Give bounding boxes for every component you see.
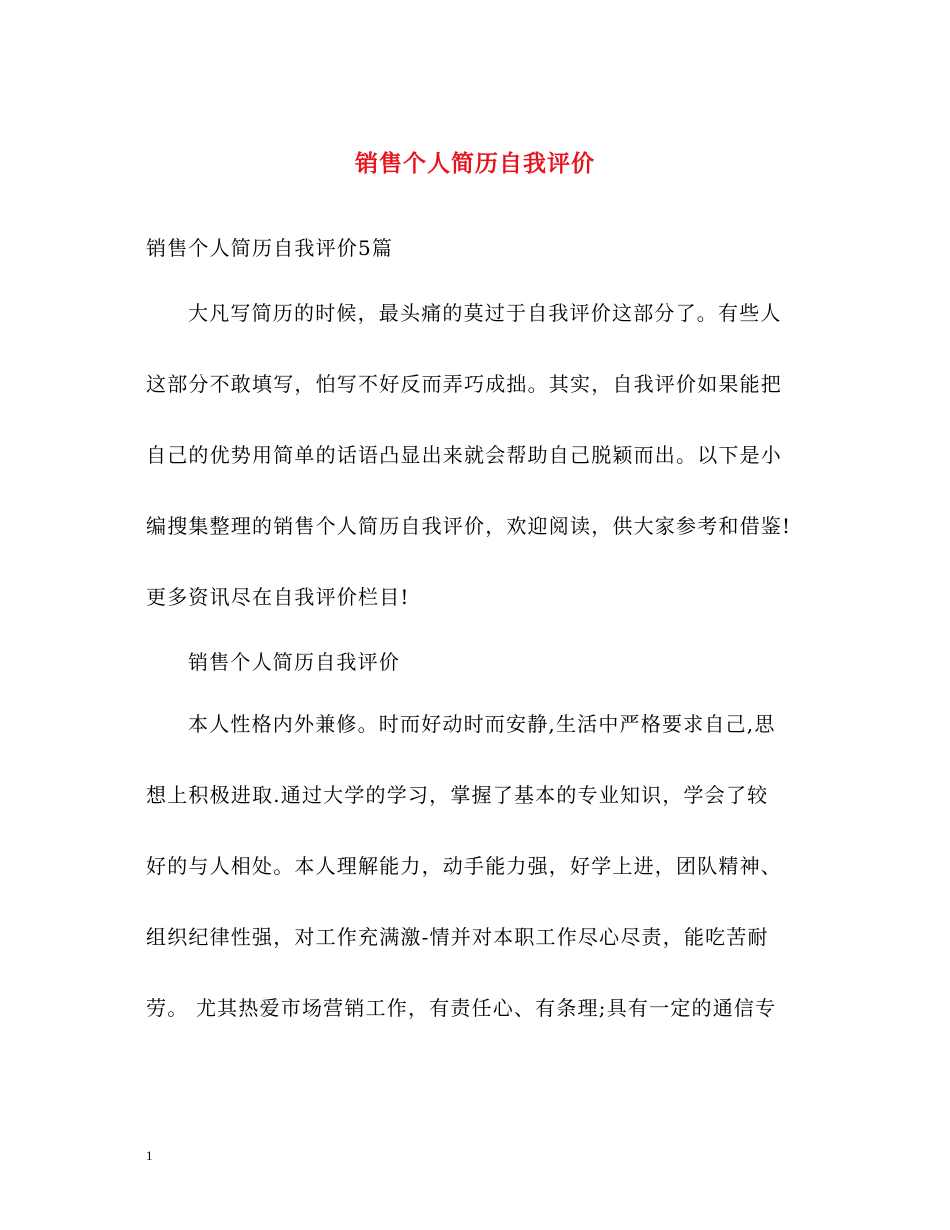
intro-line-3: 自己的优势用简单的话语凸显出来就会帮助自己脱颖而出。以下是小 [146, 443, 782, 467]
intro-line-5: 更多资讯尽在自我评价栏目! [146, 585, 410, 609]
body-line-1: 本人性格内外兼修。时而好动时而安静,生活中严格要求自己,思 [188, 712, 776, 736]
intro-line-2: 这部分不敢填写，怕写不好反而弄巧成拙。其实，自我评价如果能把 [146, 372, 782, 396]
intro-line-1: 大凡写简历的时候，最头痛的莫过于自我评价这部分了。有些人 [188, 301, 782, 325]
section-heading: 销售个人简历自我评价 [188, 650, 400, 674]
page-number: 1 [146, 1148, 153, 1163]
body-line-4: 组织纪律性强，对工作充满激-情并对本职工作尽心尽责，能吃苦耐 [146, 925, 769, 949]
body-line-3: 好的与人相处。本人理解能力，动手能力强，好学上进，团队精神、 [146, 854, 782, 878]
body-line-5: 劳。 尤其热爱市场营销工作，有责任心、有条理;具有一定的通信专 [146, 996, 777, 1020]
document-title: 销售个人简历自我评价 [355, 150, 595, 177]
subtitle: 销售个人简历自我评价5篇 [146, 236, 394, 260]
intro-line-4: 编搜集整理的销售个人简历自我评价，欢迎阅读，供大家参考和借鉴! [146, 514, 792, 538]
body-line-2: 想上积极进取.通过大学的学习，掌握了基本的专业知识，学会了较 [146, 783, 769, 807]
